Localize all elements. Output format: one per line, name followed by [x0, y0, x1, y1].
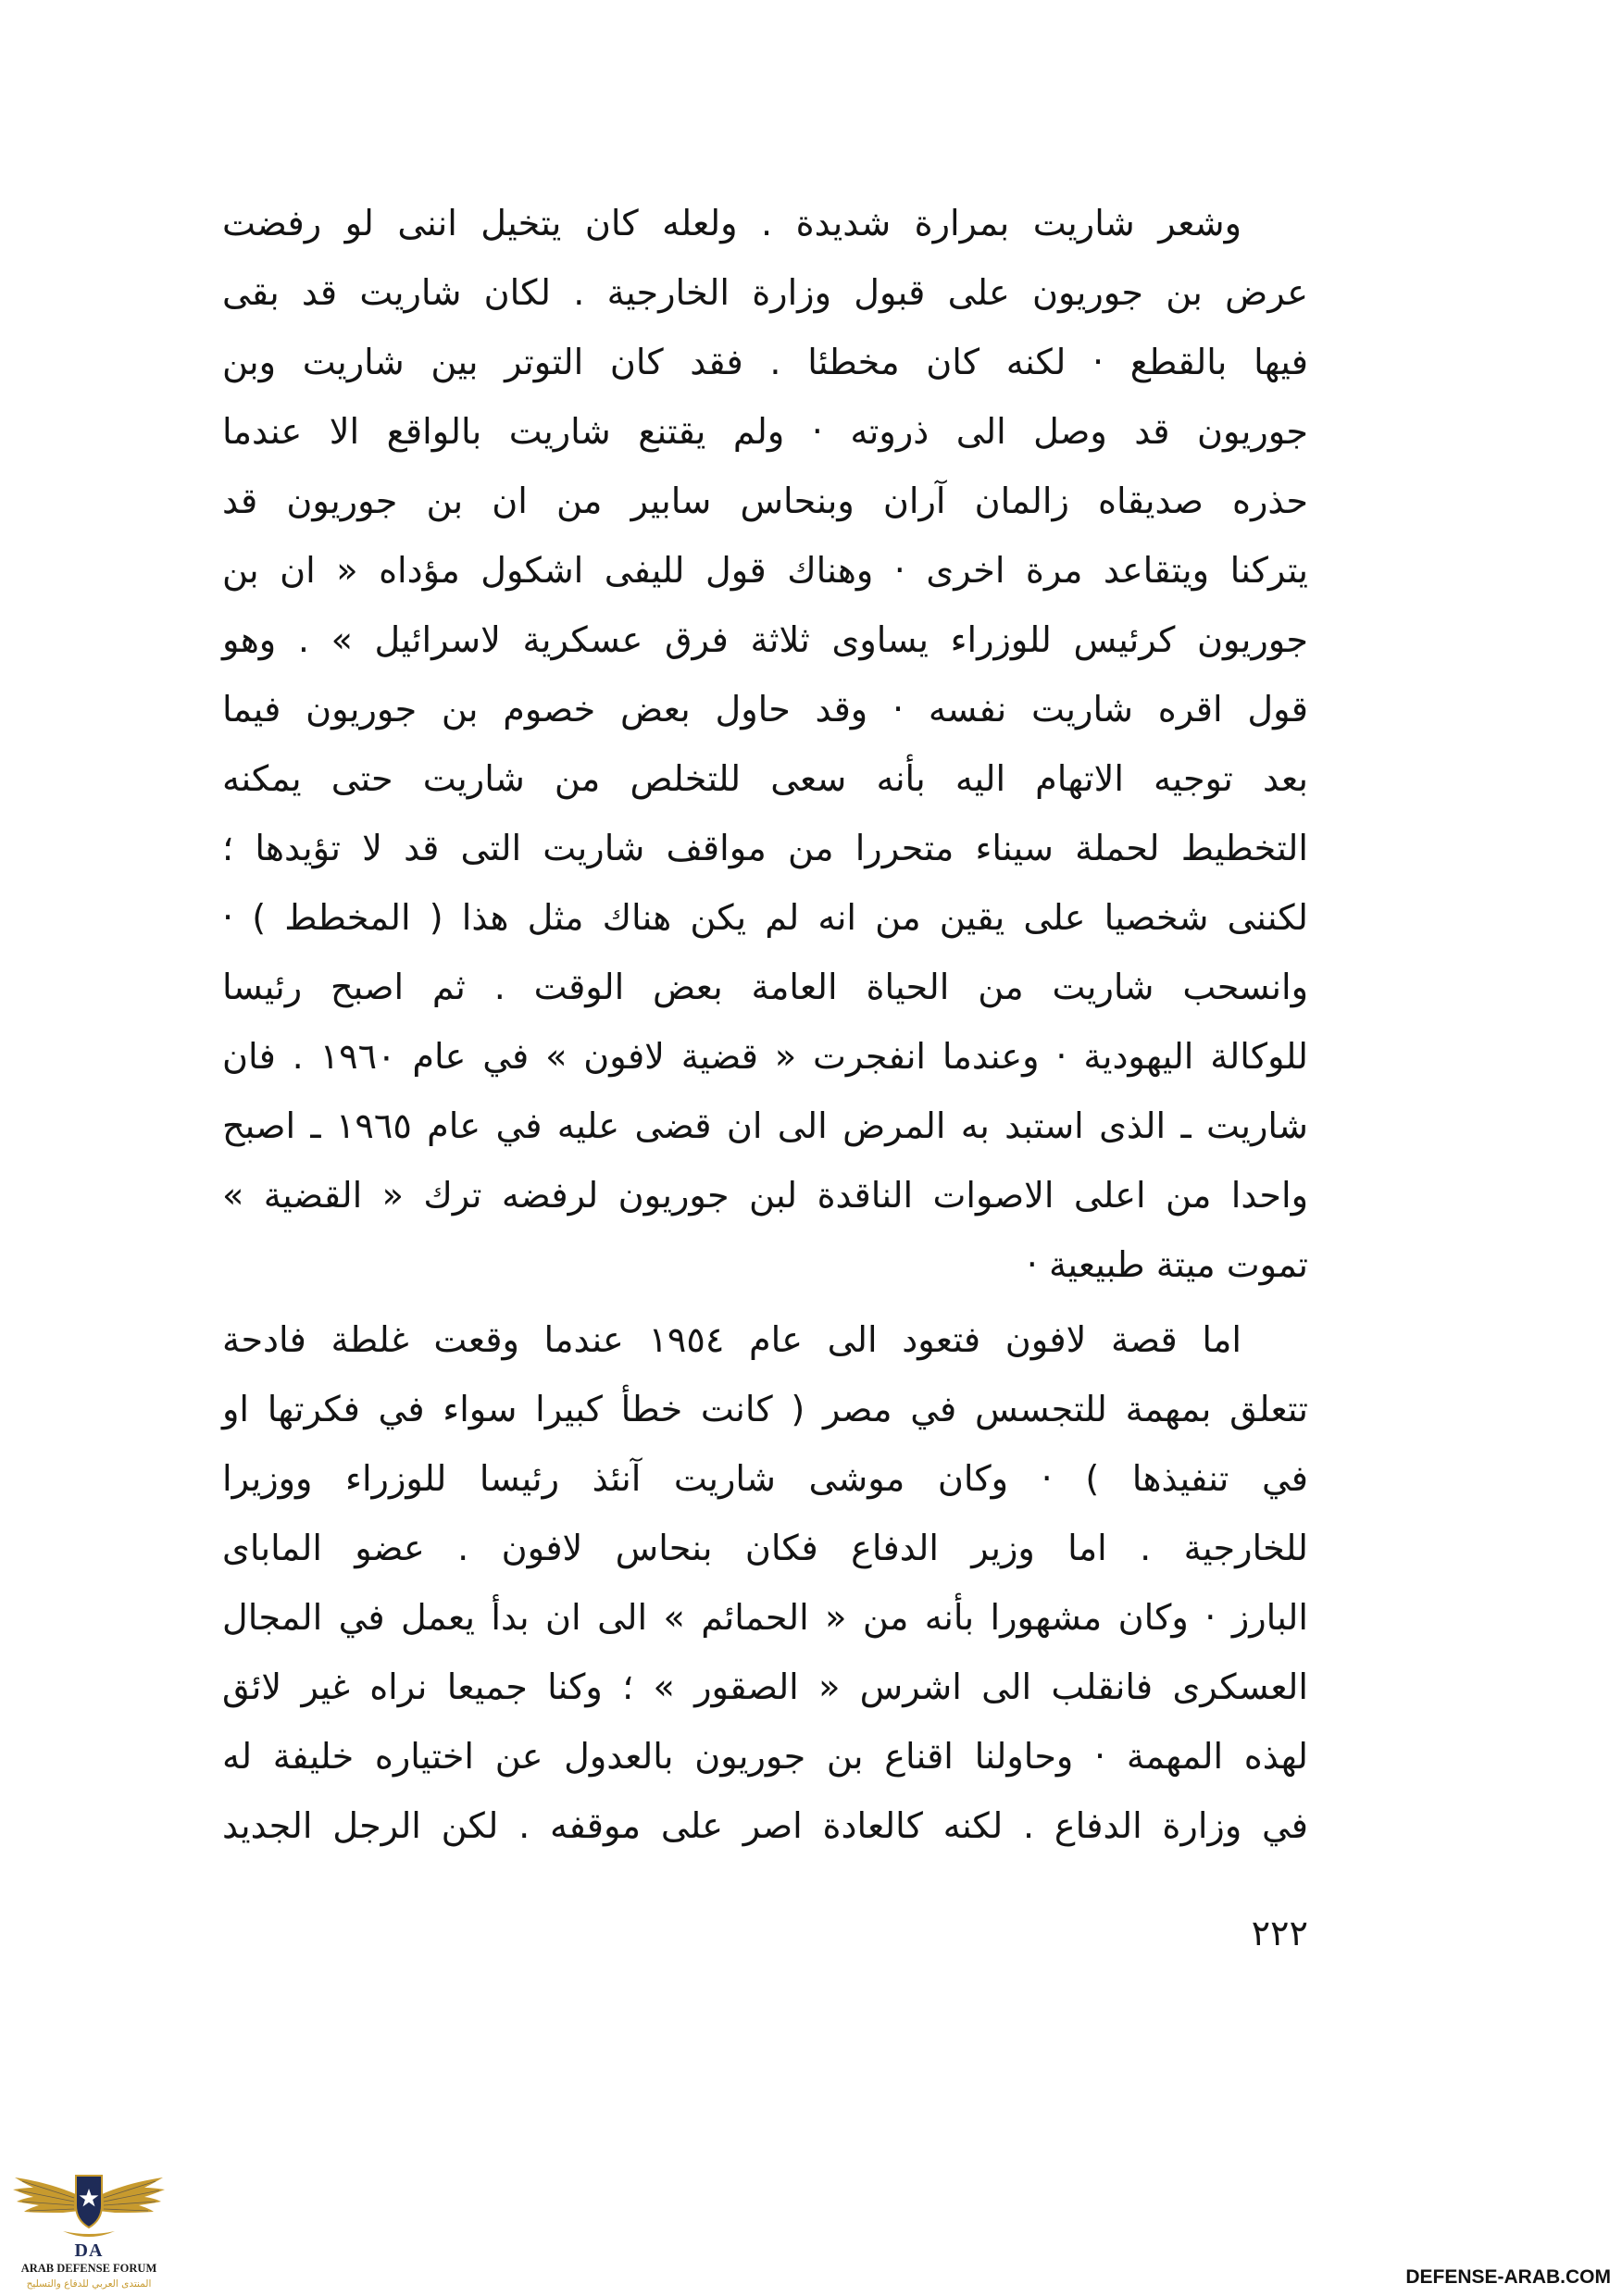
- paragraph: [222, 189, 1308, 1300]
- text-line: [222, 1583, 1308, 1653]
- text-line: [222, 1514, 1308, 1583]
- text-line: [222, 675, 1308, 744]
- text-line: [222, 1791, 1308, 1861]
- text-line: [222, 814, 1308, 883]
- line-text: وانسحب شاريت من الحياة العامة بعض الوقت . ثم اصبح رئيسا: [222, 967, 1308, 1007]
- line-text: العسكرى فانقلب الى اشرس « الصقور » ؛ وكنا جميعا نراه غير لائق: [222, 1666, 1308, 1707]
- text-line: [222, 1722, 1308, 1791]
- line-text: التخطيط لحملة سيناء متحررا من مواقف شاريت التى قد لا تؤيدها ؛: [222, 828, 1308, 868]
- text-line: [222, 883, 1308, 953]
- text-line: [222, 744, 1308, 814]
- line-text: حذره صديقاه زالمان آران وبنحاس سابير من ان بن جوريون قد: [222, 480, 1308, 521]
- text-line: [222, 1375, 1308, 1444]
- text-line: [222, 1022, 1308, 1092]
- line-text: في وزارة الدفاع . لكنه كالعادة اصر على موقفه . لكن الرجل الجديد: [222, 1805, 1308, 1846]
- line-text: وشعر شاريت بمرارة شديدة . ولعله كان يتخيل اننى لو رفضت: [222, 203, 1241, 243]
- text-line: [222, 1444, 1308, 1514]
- text-line: [222, 605, 1308, 675]
- text-line: [222, 1161, 1308, 1230]
- swoosh-icon: [63, 2231, 115, 2237]
- logo-monogram: DA: [74, 2240, 104, 2261]
- text-line: [222, 1230, 1308, 1300]
- paragraph: [222, 1305, 1308, 1861]
- winged-shield-icon: [9, 2165, 168, 2240]
- line-text: بعد توجيه الاتهام اليه بأنه سعى للتخلص من شاريت حتى يمكنه: [222, 758, 1308, 799]
- line-text: البارز · وكان مشهورا بأنه من « الحمائم » الى ان بدأ يعمل في المجال: [222, 1597, 1308, 1638]
- line-text: فيها بالقطع · لكنه كان مخطئا . فقد كان التوتر بين شاريت وبن: [222, 342, 1308, 382]
- text-line: [222, 536, 1308, 605]
- line-text: واحدا من اعلى الاصوات الناقدة لبن جوريون لرفضه ترك « القضية »: [222, 1175, 1308, 1216]
- line-text: لكننى شخصيا على يقين من انه لم يكن هناك مثل هذا ( المخطط ) ·: [222, 897, 1308, 938]
- text-line: [222, 1653, 1308, 1722]
- text-line: [222, 328, 1308, 397]
- line-text: شاريت ـ الذى استبد به المرض الى ان قضى عليه في عام ١٩٦٥ ـ اصبح: [222, 1105, 1308, 1146]
- line-text: قول اقره شاريت نفسه · وقد حاول بعض خصوم بن جوريون فيما: [222, 689, 1308, 730]
- line-text: لهذه المهمة · وحاولنا اقناع بن جوريون بالعدول عن اختياره خليفة له: [222, 1736, 1308, 1777]
- left-wing-icon: [13, 2177, 80, 2213]
- site-watermark: DEFENSE-ARAB.COM: [1405, 2266, 1611, 2288]
- text-line: [222, 1092, 1308, 1161]
- line-text: تموت ميتة طبيعية ·: [1026, 1244, 1308, 1285]
- text-line: [222, 1305, 1308, 1375]
- line-text: جوريون كرئيس للوزراء يساوى ثلاثة فرق عسكرية لاسرائيل » . وهو: [222, 619, 1308, 660]
- text-line: [222, 258, 1308, 328]
- line-text: اما قصة لافون فتعود الى عام ١٩٥٤ عندما وقعت غلطة فادحة: [222, 1319, 1242, 1360]
- text-line: [222, 467, 1308, 536]
- line-text: يتركنا ويتقاعد مرة اخرى · وهناك قول لليفى اشكول مؤداه « ان بن: [222, 550, 1308, 591]
- body-text: [222, 189, 1308, 1861]
- text-line: [222, 397, 1308, 467]
- page-number: ٢٢٢: [1251, 1913, 1308, 1953]
- line-text: عرض بن جوريون على قبول وزارة الخارجية . لكان شاريت قد بقى: [222, 272, 1308, 313]
- right-wing-icon: [98, 2177, 165, 2213]
- logo-name-en: ARAB DEFENSE FORUM: [20, 2262, 157, 2275]
- line-text: للخارجية . اما وزير الدفاع فكان بنحاس لافون . عضو الماباى: [222, 1528, 1308, 1568]
- text-line: [222, 189, 1308, 258]
- forum-logo: [9, 2165, 168, 2292]
- line-text: جوريون قد وصل الى ذروته · ولم يقتنع شاريت بالواقع الا عندما: [222, 411, 1308, 452]
- line-text: تتعلق بمهمة للتجسس في مصر ( كانت خطأ كبيرا سواء في فكرتها او: [222, 1389, 1308, 1429]
- line-text: في تنفيذها ) · وكان موشى شاريت آنئذ رئيسا للوزراء ووزيرا: [222, 1458, 1308, 1499]
- logo-name-ar: المنتدى العربي للدفاع والتسليح: [26, 2278, 152, 2290]
- line-text: للوكالة اليهودية · وعندما انفجرت « قضية لافون » في عام ١٩٦٠ . فان: [222, 1036, 1308, 1077]
- text-line: [222, 953, 1308, 1022]
